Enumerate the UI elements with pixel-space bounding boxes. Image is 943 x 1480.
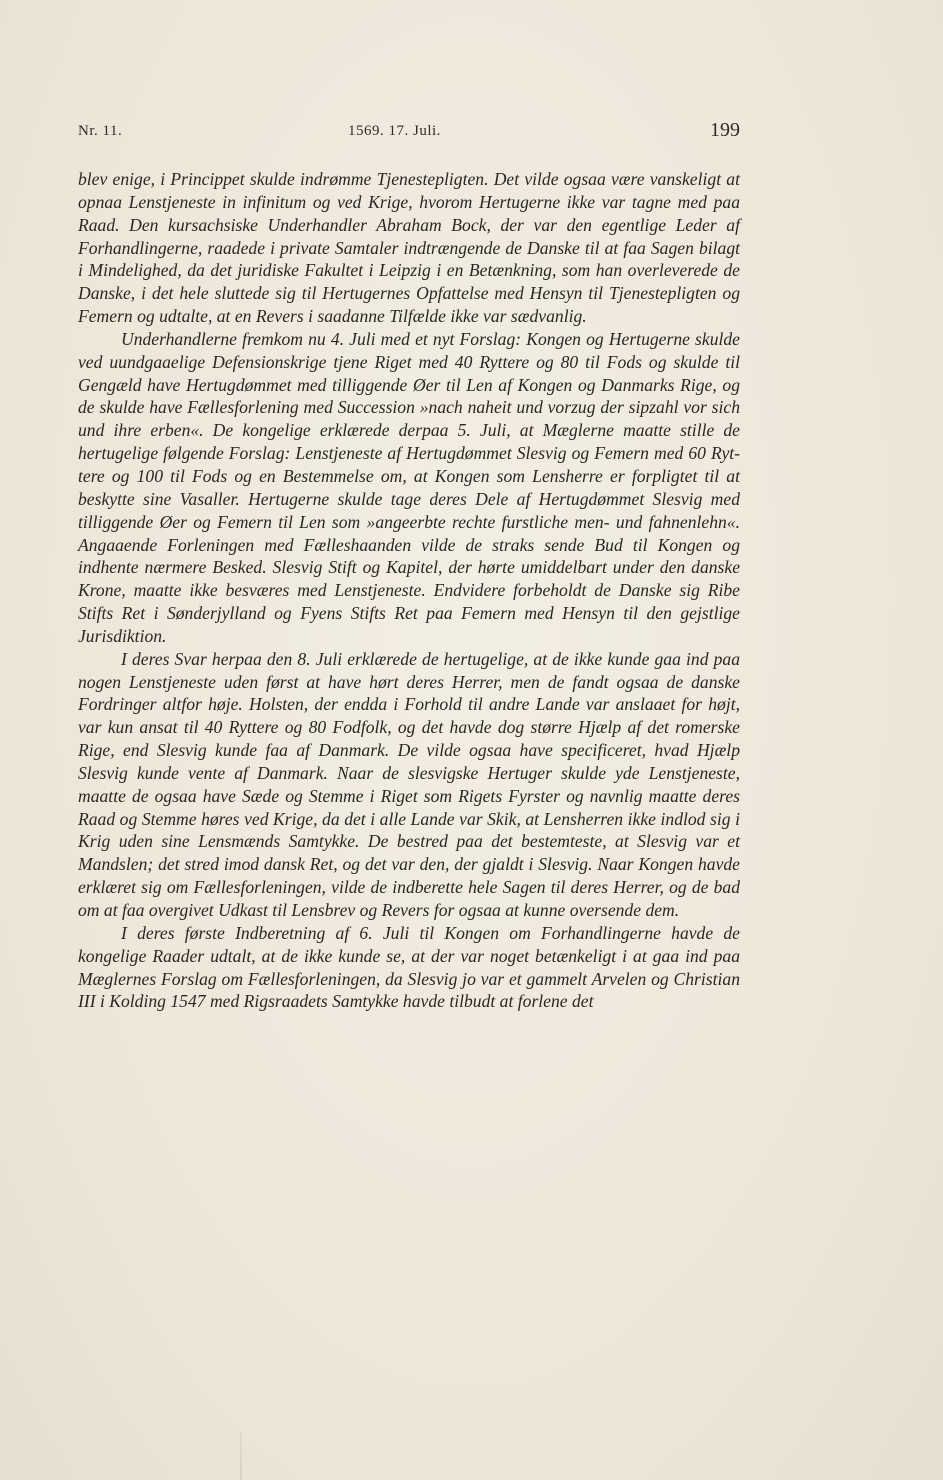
page-number: 199 <box>710 119 740 141</box>
paper-crease <box>240 1432 242 1480</box>
body-text <box>78 168 740 1013</box>
paragraph-4: I deres første Indberetning af 6. Juli til Kongen om Forhandlingerne havde de kongelige Raader udtalt, at de ikke kunde se, at der var noget betænkeligt i at gaa ind paa Mæglernes Forslag om Fællesforleningen, da Slesvig jo var et gammelt Arvelen og Christian III i Kolding 1547 med Rigsraadets Samtykke havde tilbudt at forlene det <box>78 922 740 1012</box>
running-header <box>78 119 740 143</box>
document-number: Nr. 11. <box>78 123 123 139</box>
paragraph-2: Underhandlerne fremkom nu 4. Juli med et nyt Forslag: Kongen og Hertugerne skulde ved uundgaaelige Defensionskrige tjene Riget med 40 Ryttere og 80 til Fods og skulde til Gengæld have Hertugdømmet med tilliggende Øer til Len af Kongen og Danmarks Rige, og de skulde have Fællesforlening med Succession »nach naheit und vorzug der sipzahl vor sich und ihre erben«. De kongelige erklærede derpaa 5. Juli, at Mæglerne maatte stille de hertugelige følgende Forslag: Lenstjeneste af Hertugdømmet Slesvig og Femern med 60 Ryttere og 100 til Fods og en Bestemmelse om, at Kongen som Lensherre er forpligtet til at beskytte sine Vasaller. Hertugerne skulde tage deres Dele af Hertugdømmet Slesvig med tilliggende Øer og Femern til Len som »angeerbte rechte furstliche men- und fahnenlehn«. Angaaende Forleningen med Fælleshaanden vilde de straks sende Bud til Kongen og indhente nærmere Besked. Slesvig Stift og Kapitel, der hørte umiddelbart under den danske Krone, maatte ikke besværes med Lenstjeneste. Endvidere forbeholdt de Danske sig Ribe Stifts Ret i Sønderjylland og Fyens Stifts Ret paa Femern med Hensyn til den gejstlige Jurisdiktion. <box>78 328 740 646</box>
paragraph-3: I deres Svar herpaa den 8. Juli erklærede de hertugelige, at de ikke kunde gaa ind paa nogen Lenstjeneste uden først at have hørt deres Herrer, men de fandt ogsaa de danske Fordringer altfor høje. Holsten, der endda i Forhold til andre Lande var anslaaet for højt, var kun ansat til 40 Ryttere og 80 Fodfolk, og det havde dog større Hjælp af det romerske Rige, end Slesvig kunde faa af Danmark. De vilde ogsaa have specificeret, hvad Hjælp Slesvig kunde vente af Danmark. Naar de slesvigske Hertuger skulde yde Lenstjeneste, maatte de ogsaa have Sæde og Stemme i Riget som Rigets Fyrster og navnlig maatte deres Raad og Stemme høres ved Krige, da det i alle Lande var Skik, at Lensherren ikke indlod sig i Krig uden sine Lensmænds Samtykke. De bestred paa det bestemteste, at Slesvig var et Mandslen; det stred imod dansk Ret, og det var den, der gjaldt i Slesvig. Naar Kongen havde erklæret sig om Fællesforleningen, vilde de indberette hele Sagen til deres Herrer, og de bad om at faa overgivet Udkast til Lensbrev og Revers for ogsaa at kunne oversende dem. <box>78 648 740 920</box>
document-date: 1569. 17. Juli. <box>348 123 441 139</box>
paragraph-1: blev enige, i Princippet skulde indrømme Tjenestepligten. Det vilde ogsaa være vanskeligt at opnaa Lenstjeneste in infinitum og ved Krige, hvorom Hertugerne ikke var tagne med paa Raad. Den kursachsiske Underhandler Abraham Bock, der var den egentlige Leder af Forhandlingerne, raadede i private Samtaler indtrængende de Danske til at faa Sagen bilagt i Mindelighed, da det juridiske Fakultet i Leipzig i en Betænkning, som han overleverede de Danske, i det hele sluttede sig til Hertugernes Opfattelse med Hensyn til Tjenestepligten og Femern og udtalte, at en Revers i saadanne Tilfælde ikke var sædvanlig. <box>78 169 740 327</box>
